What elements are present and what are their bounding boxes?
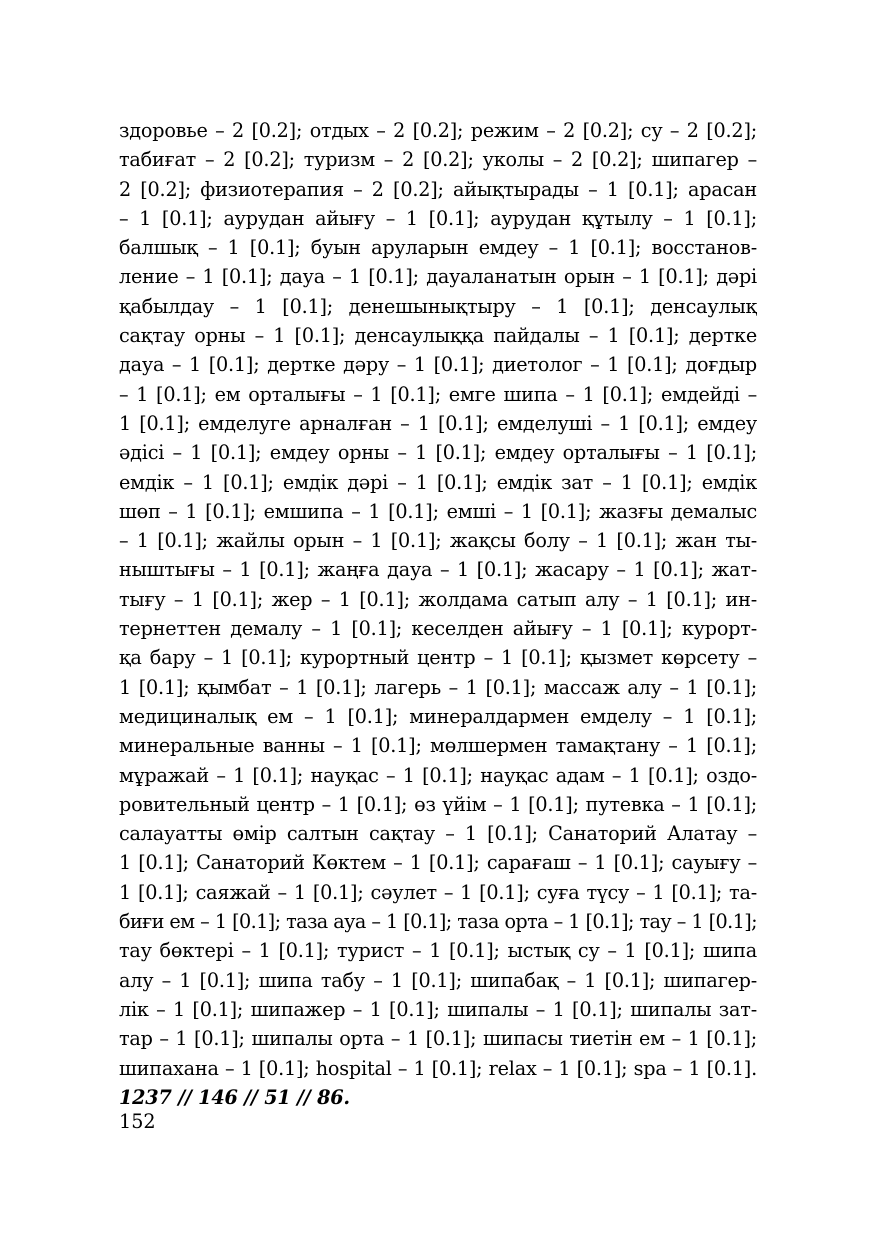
text-line-26: 1 [0.1]; Санаторий Көктем – 1 [0.1]; сарағаш – 1 [0.1]; сауығу –	[119, 851, 757, 875]
text-line-28: биғи ем – 1 [0.1]; таза ауа – 1 [0.1]; таза орта – 1 [0.1]; тау – 1 [0.1];	[119, 910, 757, 934]
text-line-4: – 1 [0.1]; аурудан айығу – 1 [0.1]; аурудан құтылу – 1 [0.1];	[119, 206, 757, 230]
text-line-8: сақтау орны – 1 [0.1]; денсаулыққа пайдалы – 1 [0.1]; дертке	[119, 324, 757, 348]
text-line-25: салауатты өмір салтын сақтау – 1 [0.1]; Санаторий Алатау –	[119, 822, 757, 846]
text-line-6: ление – 1 [0.1]; дауа – 1 [0.1]; дауаланатын орын – 1 [0.1]; дәрі	[119, 265, 757, 289]
text-line-11: 1 [0.1]; емделуге арналған – 1 [0.1]; емделуші – 1 [0.1]; емдеу	[119, 411, 757, 435]
text-line-32: тар – 1 [0.1]; шипалы орта – 1 [0.1]; шипасы тиетін ем – 1 [0.1];	[119, 1027, 757, 1051]
text-line-33: шипахана – 1 [0.1]; hospital – 1 [0.1]; relax – 1 [0.1]; spa – 1 [0.1].	[119, 1056, 757, 1080]
text-line-12: әдісі – 1 [0.1]; емдеу орны – 1 [0.1]; емдеу орталығы – 1 [0.1];	[119, 441, 757, 465]
text-line-7: қабылдау – 1 [0.1]; денешынықтыру – 1 [0.1]; денсаулық	[119, 294, 757, 318]
text-line-5: балшық – 1 [0.1]; буын аруларын емдеу – 1 [0.1]; восстанов-	[119, 236, 757, 260]
text-line-13: емдік – 1 [0.1]; емдік дәрі – 1 [0.1]; емдік зат – 1 [0.1]; емдік	[119, 470, 757, 494]
body-text	[119, 116, 757, 1112]
text-line-10: – 1 [0.1]; ем орталығы – 1 [0.1]; емге шипа – 1 [0.1]; емдейді –	[119, 382, 757, 406]
text-line-19: қа бару – 1 [0.1]; курортный центр – 1 [0.1]; қызмет көрсету –	[119, 646, 757, 670]
text-line-20: 1 [0.1]; қымбат – 1 [0.1]; лагерь – 1 [0.1]; массаж алу – 1 [0.1];	[119, 675, 757, 699]
text-line-2: табиғат – 2 [0.2]; туризм – 2 [0.2]; уколы – 2 [0.2]; шипагер –	[119, 148, 757, 172]
text-line-3: 2 [0.2]; физиотерапия – 2 [0.2]; айықтырады – 1 [0.1]; арасан	[119, 177, 757, 201]
text-line-21: медициналық ем – 1 [0.1]; минералдармен емделу – 1 [0.1];	[119, 704, 757, 728]
reference-numbers: 1237 // 146 // 51 // 86.	[119, 1085, 350, 1109]
text-line-14: шөп – 1 [0.1]; емшипа – 1 [0.1]; емші – 1 [0.1]; жазғы демалыс	[119, 499, 757, 523]
text-line-16: ныштығы – 1 [0.1]; жаңға дауа – 1 [0.1]; жасару – 1 [0.1]; жат-	[119, 558, 757, 582]
text-line-1: здоровье – 2 [0.2]; отдых – 2 [0.2]; режим – 2 [0.2]; су – 2 [0.2];	[119, 119, 757, 142]
text-line-27: 1 [0.1]; саяжай – 1 [0.1]; сәулет – 1 [0.1]; суға түсу – 1 [0.1]; та-	[119, 880, 757, 904]
text-line-22: минеральные ванны – 1 [0.1]; мөлшермен тамақтану – 1 [0.1];	[119, 734, 757, 758]
text-line-31: лік – 1 [0.1]; шипажер – 1 [0.1]; шипалы – 1 [0.1]; шипалы зат-	[119, 997, 757, 1021]
page-number: 152	[119, 1110, 156, 1133]
text-line-29: тау бөктері – 1 [0.1]; турист – 1 [0.1]; ыстық су – 1 [0.1]; шипа	[119, 939, 757, 963]
text-line-17: тығу – 1 [0.1]; жер – 1 [0.1]; жолдама сатып алу – 1 [0.1]; ин-	[119, 587, 757, 611]
text-line-18: тернеттен демалу – 1 [0.1]; кеселден айығу – 1 [0.1]; курорт-	[119, 617, 757, 641]
text-line-9: дауа – 1 [0.1]; дертке дәру – 1 [0.1]; диетолог – 1 [0.1]; доғдыр	[119, 353, 757, 377]
text-line-23: мұражай – 1 [0.1]; науқас – 1 [0.1]; науқас адам – 1 [0.1]; оздо-	[119, 763, 757, 787]
text-line-30: алу – 1 [0.1]; шипа табу – 1 [0.1]; шипабақ – 1 [0.1]; шипагер-	[119, 968, 757, 992]
text-line-15: – 1 [0.1]; жайлы орын – 1 [0.1]; жақсы болу – 1 [0.1]; жан ты-	[119, 529, 757, 553]
text-line-24: ровительный центр – 1 [0.1]; өз үйім – 1 [0.1]; путевка – 1 [0.1];	[119, 792, 757, 816]
